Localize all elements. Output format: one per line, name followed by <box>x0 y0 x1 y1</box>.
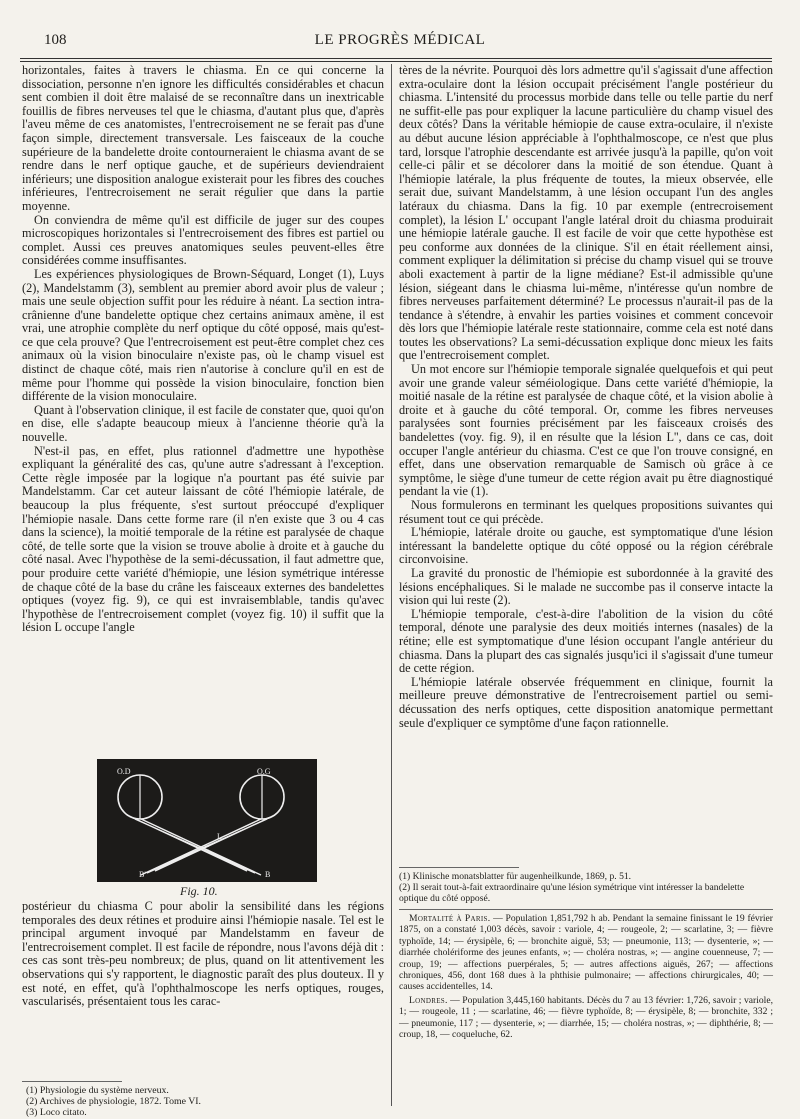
footnote-rule <box>399 867 519 868</box>
right-column <box>399 64 773 730</box>
footnote: (2) Il serait tout-à-fait extraordinaire qu'une lésion symétrique vint intéresser la bandelette optique du côté opposé. <box>399 882 745 904</box>
left-footnotes <box>26 1085 376 1118</box>
footnote: (2) Archives de physiologie, 1872. Tome VI. <box>26 1096 201 1107</box>
paragraph: L'hémiopie, latérale droite ou gauche, est symptomatique d'une lésion intéressant la bandelette optique du côté opposé ou la région cérébrale circonvoisine. <box>399 525 773 567</box>
news-lead: Mortalité à Paris. <box>409 913 491 924</box>
paragraph: Les expériences physiologiques de Brown-Séquard, Longet (1), Luys (2), Mandelstamm (3), semblent au premier abord avoir plus de valeur ; mais une seule objection suffit pour les réduire à néant. La section intra-crânienne d'une bandelette optique chez certains animaux amène, il est vrai, une atrophie complète du nerf optique du côté opposé, mais qu'est-ce que cela prouve? Que l'entrecroisement est peut-être complet chez ces animaux où la vision binoculaire n'existe pas, où le champ visuel est distinct de chaque côté, mais rien n'autorise à conclure qu'il en est de même pour l'homme qui possède la vision binoculaire, fonction bien différente de la vision monoculaire. <box>22 266 384 404</box>
paragraph: horizontales, faites à travers le chiasma. En ce qui concerne la dissociation, personne n'en ignore les difficultés considérables et chacun sent combien il doit être malaisé de se reconnaître dans un inextricable fouillis de fibres nerveuses tel que le chiasma, d'autant plus que, d'après l'aveu même de ces anatomistes, l'entrecroisement ne se ferait pas d'une façon simple, directement transversale. Les faisceaux de la couche supérieure de la bandelette droite contourneraient le chiasma avant de se rendre dans le nerf optique gauche, et de supérieurs deviendraient inférieurs; une disposition analogue existerait pour les fibres des couches inférieures, l'entrecroisement ne serait régulier que dans la partie moyenne. <box>22 63 384 213</box>
news-lead: Londres. <box>409 994 448 1006</box>
paragraph: Nous formulerons en terminant les quelques propositions suivantes qui résument tout ce qui précède. <box>399 498 773 526</box>
figure-caption: Fig. 10. <box>180 884 218 898</box>
section-rule <box>399 909 773 910</box>
column-divider <box>391 64 392 1106</box>
news-item <box>399 913 773 993</box>
left-column-continuation <box>22 900 384 1009</box>
figure-label: L <box>217 832 222 841</box>
journal-title: LE PROGRÈS MÉDICAL <box>314 32 486 48</box>
news-text: — Population 1,851,792 h ab. Pendant la semaine finissant le 19 février 1875, on a constaté 1,003 décès, savoir : variole, 4; — rougeole, 2; — scarlatine, 3; — fièvre typhoïde, 14; — érysipèle, 6; — bronchite aiguë, 53; — pneumonie, 113; — dysenterie, »; — diarrhée cholériforme des jeunes enfants, »; — choléra nostras, »; — angine couenneuse, 7; — croup, 19; — affections puerpérales, 5; — autres affections aiguës, 267; — affections chroniques, 456, dont 168 dues à la phthisie pulmonaire; — affections chirurgicales, 40; — causes accidentelles, 14. <box>399 913 774 993</box>
header-rule <box>20 58 772 62</box>
paragraph: N'est-il pas, en effet, plus rationnel d'admettre une hypothèse expliquant la généralité des cas, qu'une autre s'adressant à l'exception. Cette règle imposée par la logique n'a pourtant pas été suivie par Mandelstamm. Car cet auteur laissant de côté l'hémiopie latérale, de beaucoup la plus fréquente, s'est surtout préoccupé d'expliquer l'hémiopie nasale. Dans cette forme rare (il n'en existe que 3 ou 4 cas dans la science), la moitié temporale de la rétine est paralysée de chaque côté, de telle sorte que la vision se trouve abolie à droite et à gauche du côté nasal. Avec l'hypothèse de la semi-décussation, il faut admettre que, pour produire cette variété d'hémiopie, une lésion symétrique intéresse de chaque côté de la base du crâne les faisceaux externes des bandelettes optiques (voyez fig. 9), ce qui est invraisemblable, tandis qu'avec l'hypothèse de l'entrecroisement complet (voyez fig. 10) il suffit que la lésion L occupe l'angle <box>22 443 384 635</box>
paragraph: Quant à l'observation clinique, il est facile de constater que, quoi qu'on en dise, elle s'adapte beaucoup mieux à l'ancienne théorie qu'à la nouvelle. <box>22 402 384 445</box>
footnote: (1) Physiologie du système nerveux. <box>26 1085 169 1096</box>
page-number: 108 <box>44 32 67 48</box>
footnote: (1) Klinische monatsblatter für augenheilkunde, 1869, p. 51. <box>399 871 632 882</box>
page-header <box>28 30 772 52</box>
figure-label: B' <box>139 870 146 879</box>
figure-label: C <box>204 844 210 853</box>
news-text: — Population 3,445,160 habitants. Décès du 7 au 13 février: 1,726, savoir ; variole, 1; — rougeole, 11 ; — scarlatine, 46; — fièvre typhoïde, 8; — érysipèle, 8; — bronchite, 332 ; — pneumonie, 117 ; — dysenterie, »; — diarrhée, 15; — choléra nostras, »; — diphthérie, 8; — croup, 18, — coqueluche, 62. <box>399 994 773 1041</box>
right-footnotes <box>399 871 773 904</box>
figure-label: O.G <box>257 767 271 776</box>
chiasma-svg <box>97 759 317 882</box>
paragraph: L'hémiopie latérale observée fréquemment en clinique, fournit la meilleure preuve démonstrative de l'entrecroisement partiel ou semi-décussation des nerfs optiques, cette disposition anatomique permettant seule d'expliquer ce symptôme d'une façon rationnelle. <box>399 674 773 730</box>
paragraph: postérieur du chiasma C pour abolir la sensibilité dans les régions temporales des deux rétines et produire ainsi l'hémiopie nasale. Tel est le principal argument invoqué par Mandelstamm en faveur de l'entrecroisement complet. Il est facile de répondre, nous l'avons déjà dit : ces cas sont très-peu nombreux; de plus, quand on lit attentivement les observations qui s'y rapportent, le diagnostic paraît des plus douteux. Il y est noté, en effet, qu'à l'ophthalmoscope les nerfs optiques, rouges, vascularisés, présentaient tous les carac- <box>22 899 384 1009</box>
figure-label: B <box>265 870 271 879</box>
news-item <box>399 995 773 1041</box>
mortality-news <box>399 913 773 1042</box>
paragraph: On conviendra de même qu'il est difficile de juger sur des coupes microscopiques horizontales si l'entrecroisement des fibres est partiel ou complet. Aussi ces preuves anatomiques seules peuvent-elles être considérées comme insuffisantes. <box>22 212 384 268</box>
paragraph: tères de la névrite. Pourquoi dès lors admettre qu'il s'agissait d'une affection extra-oculaire dont la lésion occupait précisément l'angle postérieur du chiasma. L'intensité du processus morbide dans telle ou telle partie du nerf ne suffit-elle pas pour expliquer la lacune particulière du champ visuel des deux côtés? Dans la véritable hémiopie de cause extra-oculaire, il n'existe au début aucune lésion appréciable à l'ophthalmoscope, ce n'est que plus tard, lorsque l'atrophie descendante est arrivée jusqu'à la papille, qu'on voit celle-ci pâlir et se décolorer dans la moitié de son étendue. Quant à l'hémiopie latérale, la plus fréquente de toutes, la mieux observée, elle serait due, suivant Mandelstamm, à une lésion occupant l'un des angles latéraux du chiasma. Dans la fig. 10 par exemple (entrecroisement complet), la lésion L' occupant l'angle latéral droit du chiasma produirait une hémiopie latérale gauche. Il est facile de voir que cette hypothèse est peu conforme aux données de la clinique. S'il en était réellement ainsi, comment expliquer la délimitation si précise du champ visuel qui se trouve aboli exactement à partir de la ligne médiane? Est-il admissible qu'une lésion, siégeant dans le chiasma lui-même, n'intéresse qu'un nombre de fibres nerveuses parfaitement déterminé? Le processus n'aurait-il pas de la tendance à s'étendre, à envahir les parties voisines et comment concevoir dès lors que l'hémiopie latérale reste stationnaire, comme cela est noté dans toutes les observations? La semi-décussation explique donc mieux les faits que l'entrecroisement complet. <box>399 63 773 363</box>
footnote: (3) Loco citato. <box>26 1107 87 1118</box>
paragraph: Un mot encore sur l'hémiopie temporale signalée quelquefois et qui peut avoir une grande valeur séméiologique. Dans cette variété d'hémiopie, la moitié nasale de la rétine est paralysée de chaque côté, et la vision abolie à droite et à gauche du côté temporal. Or, comme les fibres nerveuses paralysées sont fournies précisément par les faisceaux croisés des bandelettes (voy. fig. 9), il en résulte que la lésion L'', dans ce cas, doit occuper l'angle antérieur du chiasma. C'est ce que l'on trouve consigné, en effet, dans une observation remarquable de Samisch où grâce à ce symptôme, le siège d'une tumeur de cette région avait pu être diagnostiqué pendant la vie (1). <box>399 362 773 499</box>
paragraph: L'hémiopie temporale, c'est-à-dire l'abolition de la vision du côté temporal, dénote une paralysie des deux moitiés internes (nasales) de la rétine; elle est symptomatique d'une lésion occupant l'angle antérieur du chiasma. Dans la plupart des cas signalés jusqu'ici il s'agissait d'une tumeur de cette région. <box>399 606 773 676</box>
footnote-rule <box>22 1081 122 1082</box>
figure-chiasma-diagram <box>97 759 317 882</box>
figure-label: O.D <box>117 767 131 776</box>
left-column <box>22 64 384 635</box>
paragraph: La gravité du pronostic de l'hémiopie est subordonnée à la gravité des lésions encéphaliques. Si le malade ne succombe pas il conserve intacte la vision qui lui reste (2). <box>399 565 773 608</box>
